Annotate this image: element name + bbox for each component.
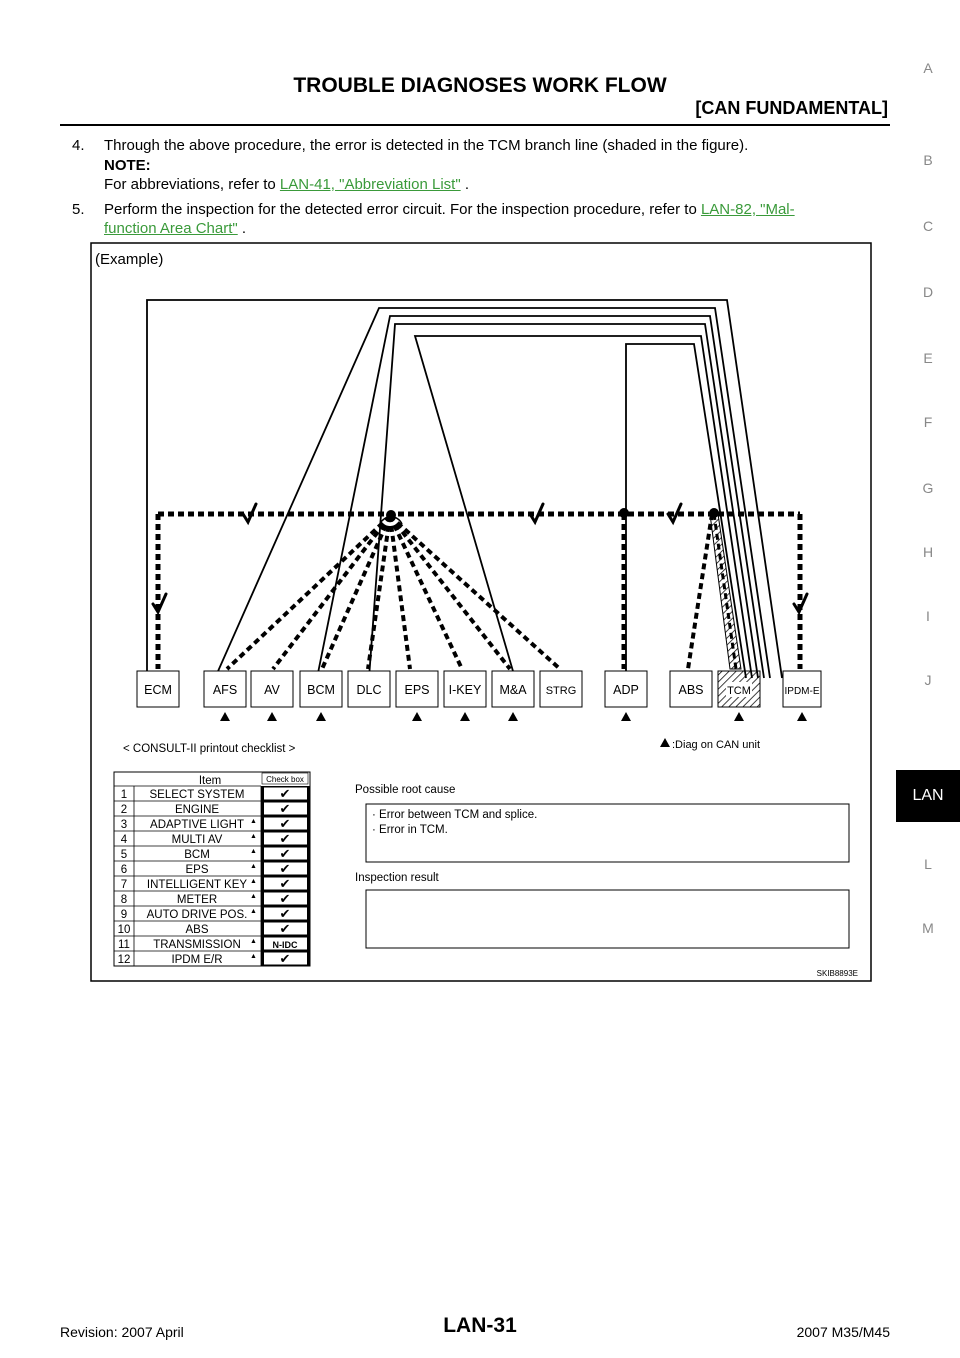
- table-row-item: TRANSMISSION: [153, 939, 241, 951]
- ecu-label-ecm: ECM: [144, 683, 172, 697]
- ecu-label-ma: M&A: [499, 683, 527, 697]
- side-index-lan-active[interactable]: LAN: [896, 770, 960, 822]
- side-index-j[interactable]: J: [924, 672, 932, 688]
- ecu-label-dlc: DLC: [356, 683, 382, 697]
- can-diagnosis-figure: [90, 242, 872, 982]
- step-5-suffix: .: [237, 220, 247, 237]
- check-mark: ✔: [279, 921, 291, 936]
- table-row-number: 9: [120, 909, 128, 921]
- check-mark: ✔: [279, 831, 291, 846]
- side-index-b[interactable]: B: [923, 152, 933, 168]
- check-mark: ✔: [279, 786, 291, 801]
- table-header-check: Check box: [266, 775, 304, 784]
- check-mark: ✔: [279, 846, 291, 861]
- check-mark: ✔: [279, 801, 291, 816]
- check-mark: N-IDC: [272, 940, 298, 950]
- ecu-label-adp: ADP: [613, 683, 639, 697]
- malfunction-area-chart-link-1[interactable]: LAN-82, "Mal-: [700, 201, 795, 218]
- table-row-item: AUTO DRIVE POS.: [146, 909, 248, 921]
- side-index-e[interactable]: E: [923, 350, 933, 366]
- table-row-number: 11: [118, 939, 130, 951]
- diag-mark-icon: ▲: [250, 893, 257, 900]
- check-mark: ✔: [279, 861, 291, 876]
- section-subtitle: [CAN FUNDAMENTAL]: [695, 98, 888, 118]
- side-index-f[interactable]: F: [923, 414, 933, 430]
- root-cause-2: · Error in TCM.: [372, 824, 448, 836]
- ecu-label-ipdm: IPDM-E: [784, 686, 820, 697]
- side-index-a[interactable]: A: [923, 60, 933, 76]
- check-mark: ✔: [279, 891, 291, 906]
- ecu-label-strg: STRG: [545, 685, 577, 697]
- table-row-number: 6: [120, 864, 128, 876]
- step-4-number: 4.: [72, 137, 85, 154]
- step-5-line2: [104, 219, 246, 238]
- note-label: NOTE:: [104, 157, 151, 174]
- check-mark: ✔: [279, 816, 291, 831]
- malfunction-area-chart-link-2[interactable]: function Area Chart": [104, 220, 238, 237]
- diag-mark-icon: ▲: [250, 863, 257, 870]
- table-row-item: INTELLIGENT KEY: [146, 879, 248, 891]
- root-cause-1: · Error between TCM and splice.: [372, 809, 538, 821]
- note-suffix: .: [460, 176, 470, 193]
- table-row-number: 1: [120, 789, 128, 801]
- inspection-result-box: [366, 890, 849, 948]
- step-4-text: Through the above procedure, the error is detected in the TCM branch line (shaded in the figure).: [104, 137, 749, 154]
- step-5-number: 5.: [72, 201, 85, 218]
- footer-page-number: LAN-31: [443, 1314, 517, 1337]
- table-row-item: EPS: [185, 864, 209, 876]
- diag-mark-icon: ▲: [250, 908, 257, 915]
- table-row-item: METER: [176, 894, 218, 906]
- side-index-g[interactable]: G: [922, 480, 934, 496]
- check-mark: ✔: [279, 951, 291, 966]
- diag-mark-icon: ▲: [250, 878, 257, 885]
- example-label: (Example): [95, 251, 164, 268]
- diag-mark-icon: ▲: [250, 848, 257, 855]
- table-row-item: IPDM E/R: [171, 954, 223, 966]
- inspection-result-label: Inspection result: [355, 872, 439, 884]
- side-index-d[interactable]: D: [922, 284, 934, 300]
- table-row-number: 10: [117, 924, 131, 936]
- step-5-prefix: Perform the inspection for the detected error circuit. For the inspection procedure, refer to: [104, 201, 701, 218]
- check-mark: ✔: [279, 876, 291, 891]
- table-header-item: Item: [198, 775, 222, 787]
- root-cause-label: Possible root cause: [355, 784, 456, 796]
- tcm-splice-point: [709, 508, 719, 518]
- ecu-label-tcm: TCM: [727, 685, 751, 697]
- side-index-i[interactable]: I: [926, 608, 930, 624]
- table-row-number: 5: [120, 849, 128, 861]
- check-mark: ✔: [279, 906, 291, 921]
- side-index-m[interactable]: M: [922, 920, 934, 936]
- table-row-number: 7: [120, 879, 128, 891]
- page-title: TROUBLE DIAGNOSES WORK FLOW: [293, 74, 667, 97]
- adp-splice-point: [619, 508, 629, 518]
- table-row-number: 12: [117, 954, 131, 966]
- ecu-label-afs: AFS: [212, 683, 238, 697]
- ecu-label-eps: EPS: [404, 683, 430, 697]
- checklist-table: [114, 772, 310, 966]
- checklist-title: < CONSULT-II printout checklist >: [123, 743, 296, 755]
- diag-mark-icon: ▲: [250, 953, 257, 960]
- ecu-boxes: [137, 671, 821, 707]
- table-row-item: SELECT SYSTEM: [149, 789, 245, 801]
- figure-code: SKIB8893E: [816, 969, 858, 978]
- step-5-text: [104, 200, 894, 219]
- side-index-c[interactable]: C: [922, 218, 934, 234]
- table-row-number: 8: [120, 894, 128, 906]
- legend-text: :Diag on CAN unit: [672, 739, 761, 751]
- header-rule: [60, 124, 890, 126]
- ecu-label-abs: ABS: [678, 683, 704, 697]
- table-row-item: ABS: [185, 924, 209, 936]
- diag-mark-icon: ▲: [250, 818, 257, 825]
- note-prefix: For abbreviations, refer to: [104, 176, 280, 193]
- ecu-label-bcm: BCM: [307, 683, 335, 697]
- side-index-h[interactable]: H: [922, 544, 934, 560]
- abbreviation-list-link[interactable]: LAN-41, "Abbreviation List": [279, 176, 461, 193]
- diag-mark-icon: ▲: [250, 833, 257, 840]
- table-row-item: BCM: [184, 849, 210, 861]
- ecu-label-av: AV: [264, 683, 280, 697]
- table-row-item: MULTI AV: [171, 834, 223, 846]
- table-row-number: 4: [120, 834, 128, 846]
- table-row-number: 2: [120, 804, 128, 816]
- table-row-number: 3: [120, 819, 128, 831]
- diag-mark-icon: ▲: [250, 938, 257, 945]
- side-index-l[interactable]: L: [924, 856, 932, 872]
- main-splice-point: [386, 510, 396, 520]
- table-row-item: ADAPTIVE LIGHT: [150, 819, 244, 831]
- footer-revision: Revision: 2007 April: [60, 1324, 184, 1340]
- ecu-label-ikey: I-KEY: [448, 683, 482, 697]
- table-row-item: ENGINE: [174, 804, 220, 816]
- footer-model: 2007 M35/M45: [796, 1324, 890, 1340]
- note-text: [104, 175, 469, 194]
